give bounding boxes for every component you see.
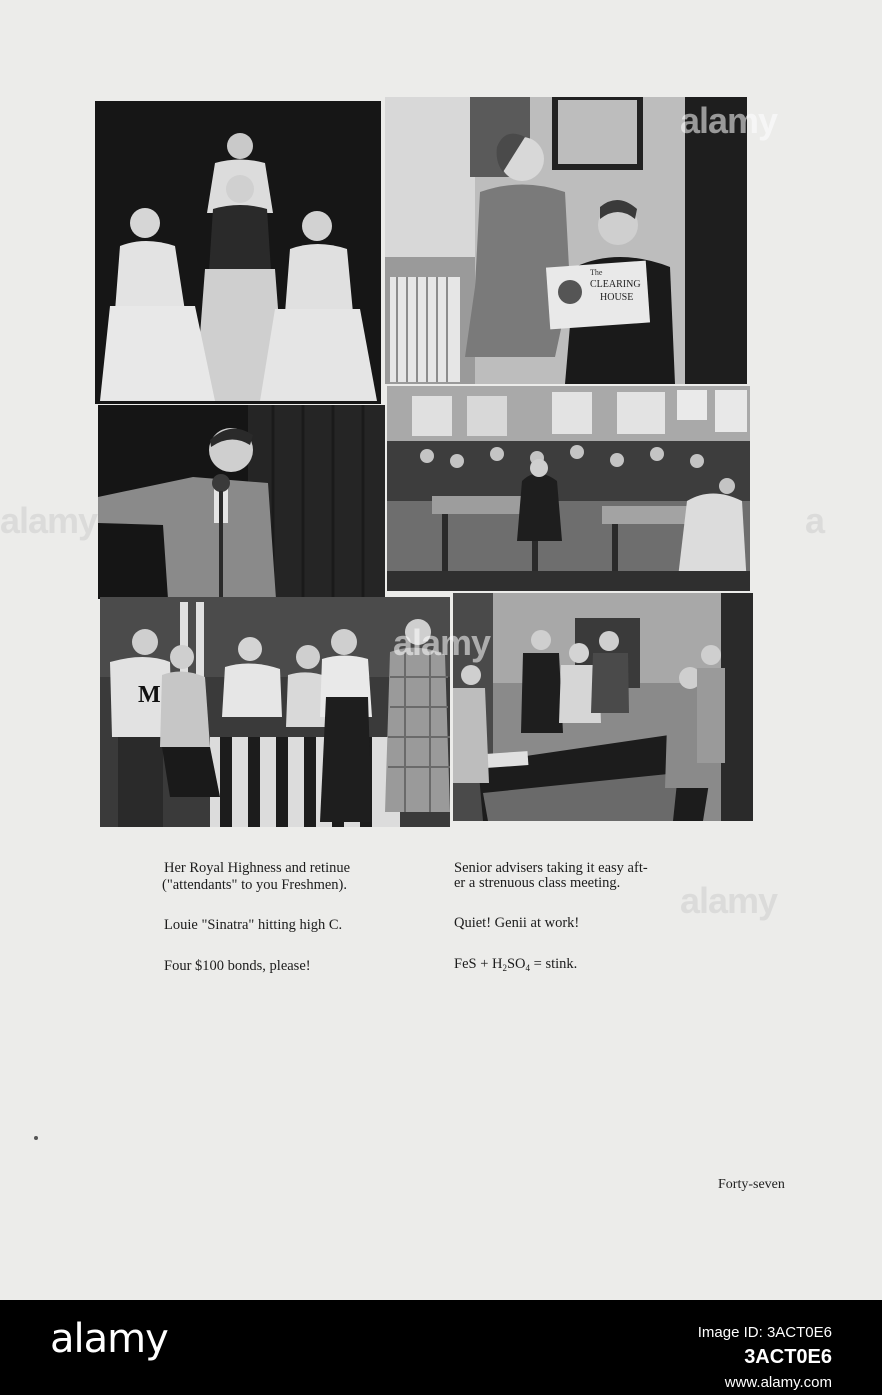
page-number: Forty-seven xyxy=(718,1177,785,1192)
photo-genii-at-work xyxy=(387,386,750,591)
footer-info xyxy=(698,1320,832,1395)
alamy-url: www.alamy.com xyxy=(724,1374,832,1391)
image-code: 3ACT0E6 xyxy=(744,1346,832,1368)
watermark-mid-right: a xyxy=(805,500,825,541)
formula-subscript-2: 4 xyxy=(525,963,531,973)
watermark-lower-right: alamy xyxy=(680,880,778,921)
caption-royal-highness-2: ("attendants" to you Freshmen). xyxy=(162,877,347,893)
photo-chemistry-lab xyxy=(453,593,753,821)
caption-senior-advisers-2: er a strenuous class meeting. xyxy=(454,875,621,891)
magazine-cover-text-3: HOUSE xyxy=(600,292,634,303)
stock-footer-banner xyxy=(0,1300,882,1390)
alamy-logo: alamy xyxy=(50,1316,168,1362)
caption-chemistry-formula xyxy=(454,956,577,977)
print-speck xyxy=(34,1136,38,1140)
photo-royal-highness xyxy=(95,101,381,404)
formula-part-3: = stink. xyxy=(530,956,578,972)
magazine-cover-text-2: CLEARING xyxy=(590,279,641,290)
image-id-label: Image ID: 3ACT0E6 xyxy=(697,1324,832,1341)
caption-genii: Quiet! Genii at work! xyxy=(454,915,580,931)
magazine-cover-text-1: The xyxy=(590,268,603,277)
svg-text:M: M xyxy=(138,682,161,708)
watermark-center: alamy xyxy=(393,622,491,663)
caption-royal-highness-1: Her Royal Highness and retinue xyxy=(164,860,351,876)
caption-bonds: Four $100 bonds, please! xyxy=(164,958,311,974)
watermark-top-right: alamy xyxy=(680,100,778,141)
watermark-mid-left: alamy xyxy=(0,500,98,541)
formula-part-2: SO xyxy=(506,956,526,972)
photo-louie-sinatra xyxy=(98,405,385,599)
caption-senior-advisers-1: Senior advisers taking it easy aft- xyxy=(454,860,648,876)
formula-part-1: FeS + H xyxy=(454,956,503,972)
caption-louie-sinatra: Louie "Sinatra" hitting high C. xyxy=(164,917,343,933)
formula-subscript-1: 2 xyxy=(502,963,507,973)
